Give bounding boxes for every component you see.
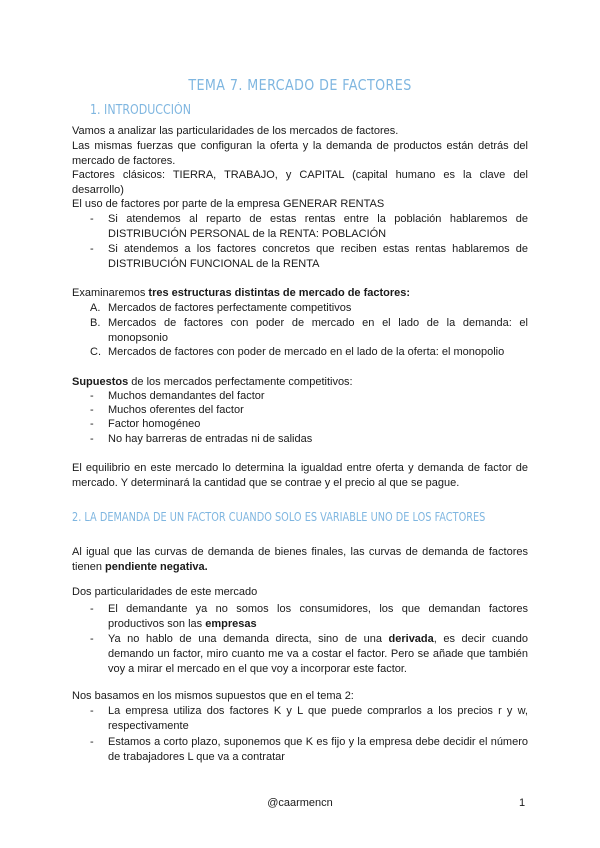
list-item: Mercados de factores con poder de mercado en el lado de la demanda: el monopsonio: [108, 317, 528, 344]
list-item: Si atendemos a los factores concretos que reciben estas rentas hablaremos de DISTRIBUCIÓN FUNCIONAL de la RENTA: [108, 243, 528, 270]
assumptions-lead-text: de los mercados perfectamente competitivos:: [128, 376, 353, 388]
list-item-bold: empresas: [205, 618, 257, 630]
list-item-text: , es decir cuando demando un factor, miro cuanto me va a costar el factor. Pero se añade que también voy a mirar el mercado en el que voy a incorporar este factor.: [108, 633, 528, 675]
list-item-bold: derivada: [388, 633, 434, 645]
list-item: [108, 602, 528, 632]
intro-paragraph-1: Vamos a analizar las particularidades de los mercados de factores.: [72, 125, 399, 137]
equilibrium-paragraph: El equilibrio en este mercado lo determina la igualdad entre oferta y demanda de factor de mercado. Y determinará la cantidad que se contrae y el precio al que se pague.: [72, 462, 528, 489]
list-item-text: El demandante ya no somos los consumidores, los que demandan factores productivos son las: [108, 603, 528, 630]
intro-paragraph-3: Factores clásicos: TIERRA, TRABAJO, y CAPITAL (capital humano es la clave del desarrollo): [72, 169, 528, 196]
footer-author: @caarmencn: [267, 797, 333, 809]
demand-paragraph-3: Nos basamos en los mismos supuestos que en el tema 2:: [72, 690, 354, 702]
list-item: Mercados de factores con poder de mercado en el lado de la oferta: el monopolio: [108, 346, 505, 358]
list-item: Si atendemos al reparto de estas rentas entre la población hablaremos de DISTRIBUCIÓN PERSONAL de la RENTA: POBLACIÓN: [108, 213, 528, 240]
demand-paragraph-1: [72, 545, 528, 575]
intro-paragraph-4: El uso de factores por parte de la empresa GENERAR RENTAS: [72, 198, 385, 210]
bullet-dash: -: [90, 603, 94, 615]
bullet-dash: -: [90, 404, 94, 416]
page-number: 1: [519, 797, 526, 809]
list-item: Estamos a corto plazo, suponemos que K es fijo y la empresa debe decidir el número de trabajadores L que va a contratar: [108, 736, 528, 763]
list-marker: A.: [90, 302, 101, 314]
section-heading-demanda-factor: 2. LA DEMANDA DE UN FACTOR CUANDO SOLO ES VARIABLE UNO DE LOS FACTORES: [72, 509, 486, 524]
list-item: No hay barreras de entradas ni de salidas: [108, 433, 313, 445]
intro-paragraph-2: Las mismas fuerzas que configuran la oferta y la demanda de productos están detrás del mercado de factores.: [72, 140, 528, 167]
bullet-dash: -: [90, 433, 94, 445]
demand-text: Al igual que las curvas de demanda de bienes finales, las curvas de demanda de factores tienen: [72, 546, 528, 573]
page-title: TEMA 7. MERCADO DE FACTORES: [188, 76, 412, 94]
list-item: Muchos demandantes del factor: [108, 390, 265, 402]
structures-lead-text: Examinaremos: [72, 287, 149, 299]
list-item: Muchos oferentes del factor: [108, 404, 244, 416]
bullet-dash: -: [90, 633, 94, 645]
structures-lead-bold: tres estructuras distintas de mercado de factores:: [148, 287, 411, 299]
assumptions-lead-bold: Supuestos: [72, 376, 129, 388]
list-item: Mercados de factores perfectamente competitivos: [108, 302, 352, 314]
list-marker: C.: [90, 346, 101, 358]
demand-paragraph-2: Dos particularidades de este mercado: [72, 586, 258, 598]
bullet-dash: -: [90, 705, 94, 717]
demand-bold: pendiente negativa.: [105, 561, 208, 573]
list-item: Factor homogéneo: [108, 418, 201, 430]
bullet-dash: -: [90, 736, 94, 748]
bullet-dash: -: [90, 243, 94, 255]
list-marker: B.: [90, 317, 101, 329]
section-heading-introduccion: 1. INTRODUCCIÓN: [90, 103, 191, 118]
bullet-dash: -: [90, 213, 94, 225]
list-item: [108, 632, 528, 677]
bullet-dash: -: [90, 390, 94, 402]
list-item: La empresa utiliza dos factores K y L que puede comprarlos a los precios r y w, respectivamente: [108, 705, 528, 732]
list-item-text: Ya no hablo de una demanda directa, sino de una: [108, 633, 389, 645]
assumptions-lead: [72, 375, 528, 390]
structures-lead: [72, 286, 528, 301]
bullet-dash: -: [90, 418, 94, 430]
